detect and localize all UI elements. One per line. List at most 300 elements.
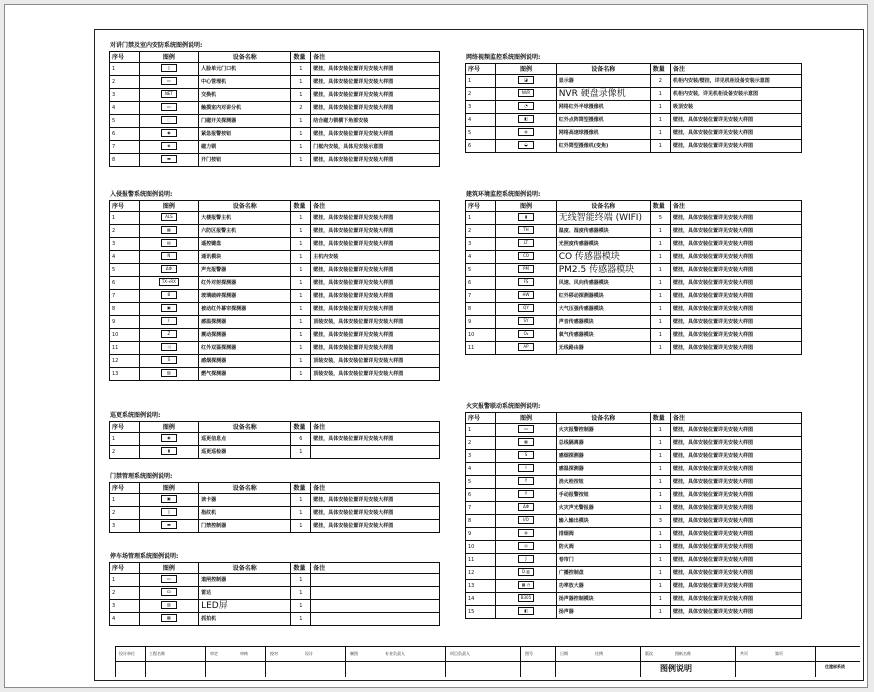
table-row: [110, 494, 440, 507]
table-row: [466, 264, 802, 277]
row-number: 5: [110, 264, 140, 277]
device-name: 扬声器控制模块: [556, 593, 650, 606]
device-name: 巡更巡检器: [199, 446, 291, 459]
legend-symbol-icon: ▯: [161, 64, 177, 72]
table-row: [110, 303, 440, 316]
device-quantity: 1: [291, 128, 311, 141]
device-name: NVR 硬盘录像机: [556, 88, 650, 101]
column-header: 图例: [139, 201, 198, 212]
table-row: [466, 342, 802, 355]
tb-label-review: 审核: [240, 651, 248, 656]
device-name: 中心管理机: [199, 76, 291, 89]
row-number: 3: [110, 238, 140, 251]
table-row: [466, 114, 802, 127]
legend-symbol-icon: N: [161, 252, 177, 260]
device-name: 大气压强传感器模块: [556, 303, 650, 316]
legend-symbol-cell: [139, 520, 198, 533]
table-row: [110, 433, 440, 446]
legend-symbol-icon: TX→RX: [159, 278, 179, 286]
table-row: [110, 63, 440, 76]
legend-symbol-cell: [139, 433, 198, 446]
row-number: 10: [110, 329, 140, 342]
device-name: 玻璃破碎探测器: [199, 290, 291, 303]
tb-label-drawing-name: 图纸名称: [675, 651, 691, 656]
device-note: 壁挂，具体安装位置详见安装大样图: [311, 102, 440, 115]
device-quantity: 1: [650, 437, 670, 450]
row-number: 8: [466, 303, 496, 316]
table-row: [466, 515, 802, 528]
legend-symbol-icon: ◉: [161, 129, 177, 137]
device-name: 感烟探测器: [556, 450, 650, 463]
legend-symbol-icon: I/O: [518, 516, 534, 524]
legend-symbol-cell: [139, 574, 198, 587]
device-quantity: 1: [291, 446, 311, 459]
tb-label-project-name: 工程名称: [149, 651, 165, 656]
legend-symbol-icon: CO: [518, 252, 534, 260]
table-row: [110, 89, 440, 102]
column-header: 备注: [311, 483, 440, 494]
legend-symbol-cell: [496, 238, 556, 251]
table-row: [466, 528, 802, 541]
device-quantity: 1: [650, 489, 670, 502]
device-note: 壁挂，具体安装位置详见安装大样图: [311, 238, 440, 251]
device-quantity: 1: [650, 127, 670, 140]
device-note: 壁挂，具体安装位置详见安装大样图: [311, 225, 440, 238]
legend-symbol-cell: [496, 437, 556, 450]
column-header: 序号: [110, 201, 140, 212]
device-name: 六防区报警主机: [199, 225, 291, 238]
device-quantity: 1: [291, 212, 311, 225]
device-quantity: 1: [291, 355, 311, 368]
row-number: 1: [466, 75, 496, 88]
device-note: 壁挂，具体安装位置详见安装大样图: [670, 316, 801, 329]
column-header: 图例: [496, 64, 556, 75]
table-header-row: [110, 563, 440, 574]
legend-symbol-cell: [496, 212, 556, 225]
legend-symbol-cell: [496, 606, 556, 619]
row-number: 10: [466, 329, 496, 342]
table-row: [110, 446, 440, 459]
row-number: 2: [110, 76, 140, 89]
device-name: LED屏: [199, 600, 291, 613]
row-number: 5: [110, 115, 140, 128]
legend-symbol-icon: ΔΦ: [161, 265, 177, 273]
device-note: 壁挂，具体安装位置详见安装大样图: [670, 303, 801, 316]
device-name: 火灾声光警报器: [556, 502, 650, 515]
legend-symbol-cell: [139, 494, 198, 507]
device-quantity: 1: [291, 277, 311, 290]
legend-symbol-icon: D ▥: [518, 568, 534, 576]
device-note: 壁挂，具体安装位置详见安装大样图: [670, 264, 801, 277]
column-header: 数量: [291, 201, 311, 212]
row-number: 15: [466, 606, 496, 619]
device-note: 壁挂，具体安装位置详见安装大样图: [311, 264, 440, 277]
device-name: 读卡器: [199, 494, 291, 507]
legend-symbol-icon: I: [161, 317, 177, 325]
device-note: 顶装安装，具体安装位置详见安装大样图: [311, 368, 440, 381]
column-header: 序号: [110, 483, 140, 494]
legend-symbol-cell: [496, 515, 556, 528]
device-name: 交换机: [199, 89, 291, 102]
device-name: CO 传感器模块: [556, 251, 650, 264]
table-row: [110, 316, 440, 329]
row-number: 3: [110, 600, 140, 613]
table-row: [466, 450, 802, 463]
legend-symbol-cell: [496, 502, 556, 515]
table-row: [110, 212, 440, 225]
legend-symbol-icon: ◉: [161, 434, 177, 442]
device-note: 顶装安装，具体安装位置详见安装大样图: [311, 355, 440, 368]
column-header: 图例: [496, 201, 556, 212]
legend-symbol-icon: S: [518, 451, 534, 459]
row-number: 2: [110, 587, 140, 600]
row-number: 1: [110, 63, 140, 76]
device-note: 门框内安装，具体见安装示意图: [311, 141, 440, 154]
table-row: [466, 580, 802, 593]
device-quantity: 1: [650, 424, 670, 437]
device-quantity: 1: [650, 225, 670, 238]
device-quantity: 1: [291, 303, 311, 316]
table-row: [466, 437, 802, 450]
legend-table: [109, 562, 440, 626]
device-quantity: 1: [291, 290, 311, 303]
legend-symbol-cell: [139, 316, 198, 329]
legend-symbol-cell: [496, 140, 556, 153]
legend-symbol-cell: [496, 329, 556, 342]
row-number: 7: [466, 290, 496, 303]
table-row: [466, 277, 802, 290]
device-name: 网络红外半球摄像机: [556, 101, 650, 114]
device-quantity: 1: [291, 154, 311, 167]
legend-symbol-cell: [139, 303, 198, 316]
device-note: [311, 574, 440, 587]
legend-symbol-cell: [496, 290, 556, 303]
device-quantity: 1: [650, 264, 670, 277]
device-note: 壁挂，具体安装位置详见安装大样图: [311, 128, 440, 141]
tb-label-approve: 审定: [210, 651, 218, 656]
legend-symbol-cell: [496, 114, 556, 127]
column-header: 图例: [139, 563, 198, 574]
device-name: 红外对射探测器: [199, 277, 291, 290]
column-header: 设备名称: [199, 483, 291, 494]
legend-symbol-icon: AP: [518, 343, 534, 351]
legend-symbol-icon: ▭: [518, 425, 534, 433]
legend-symbol-icon: ALS: [161, 213, 177, 221]
device-note: [311, 446, 440, 459]
tb-label-check: 校对: [270, 651, 278, 656]
table-row: [110, 225, 440, 238]
legend-symbol-icon: NVR: [518, 89, 534, 97]
row-number: 11: [466, 342, 496, 355]
legend-symbol-cell: [139, 89, 198, 102]
legend-symbol-cell: [496, 541, 556, 554]
device-note: 壁挂，具体安装位置详见安装大样图: [670, 450, 801, 463]
device-note: 壁挂，具体安装位置详见安装大样图: [670, 463, 801, 476]
column-header: 备注: [311, 201, 440, 212]
table-row: [110, 600, 440, 613]
device-name: 卷帘门: [556, 554, 650, 567]
device-note: 壁挂，具体安装位置详见安装大样图: [670, 238, 801, 251]
device-quantity: 1: [291, 225, 311, 238]
device-note: 壁挂，具体安装位置详见安装大样图: [670, 580, 801, 593]
legend-symbol-cell: [496, 424, 556, 437]
row-number: 1: [110, 494, 140, 507]
legend-table: [465, 200, 802, 355]
legend-symbol-cell: [139, 63, 198, 76]
device-quantity: 1: [291, 368, 311, 381]
device-note: 壁挂，具体安装位置详见安装大样图: [670, 515, 801, 528]
column-header: 序号: [110, 422, 140, 433]
device-note: 壁挂，具体安装位置详见安装大样图: [670, 502, 801, 515]
row-number: 9: [466, 528, 496, 541]
device-quantity: 1: [291, 89, 311, 102]
table-header-row: [110, 483, 440, 494]
row-number: 6: [110, 128, 140, 141]
row-number: 4: [110, 102, 140, 115]
table-row: [110, 355, 440, 368]
table-row: [466, 303, 802, 316]
row-number: 7: [466, 502, 496, 515]
device-note: 壁挂，具体安装位置详见安装大样图: [311, 433, 440, 446]
legend-symbol-cell: [496, 528, 556, 541]
tb-label-discipline-lead: 专业负责人: [385, 651, 405, 656]
table-row: [110, 251, 440, 264]
device-note: 吸顶安装: [670, 101, 801, 114]
column-header: 图例: [496, 413, 556, 424]
legend-symbol-cell: [139, 613, 198, 626]
device-quantity: 1: [291, 264, 311, 277]
table-row: [466, 567, 802, 580]
column-header: 备注: [670, 64, 801, 75]
legend-symbol-icon: ☊: [161, 588, 177, 596]
legend-symbol-icon: ▩ ◷: [518, 581, 534, 589]
row-number: 1: [466, 212, 496, 225]
legend-symbol-icon: SY: [518, 317, 534, 325]
tb-label-total-pages: 共页: [740, 651, 748, 656]
table-header-row: [466, 201, 802, 212]
row-number: 1: [110, 574, 140, 587]
device-name: 无线路由器: [556, 342, 650, 355]
device-name: 震动探测器: [199, 329, 291, 342]
table-row: [466, 476, 802, 489]
table-row: [466, 329, 802, 342]
legend-intrusion: [109, 189, 440, 381]
legend-symbol-icon: S: [161, 356, 177, 364]
device-note: 壁挂，具体安装位置详见安装大样图: [311, 494, 440, 507]
column-header: 数量: [291, 483, 311, 494]
legend-symbol-cell: [496, 225, 556, 238]
device-name: 红外点阵筒型摄像机: [556, 114, 650, 127]
legend-table: [109, 482, 440, 533]
device-name: 总线隔离器: [556, 437, 650, 450]
device-name: 感温探测器: [199, 316, 291, 329]
legend-symbol-cell: [496, 277, 556, 290]
legend-symbol-icon: ▬: [161, 521, 177, 529]
tb-label-page-no: 第页: [775, 651, 783, 656]
row-number: 2: [466, 88, 496, 101]
device-name: 无线智能终端 (WIFI): [556, 212, 650, 225]
device-note: 壁挂，具体安装位置详见安装大样图: [311, 342, 440, 355]
row-number: 1: [466, 424, 496, 437]
device-name: 遥控键盘: [199, 238, 291, 251]
device-quantity: 1: [650, 88, 670, 101]
row-number: 13: [110, 368, 140, 381]
legend-symbol-cell: [139, 251, 198, 264]
legend-symbol-icon: B: [161, 291, 177, 299]
device-note: 机柜内安装/壁挂，详见机柜设备安装示意图: [670, 75, 801, 88]
legend-symbol-cell: [496, 463, 556, 476]
column-header: 备注: [311, 422, 440, 433]
device-quantity: 1: [291, 251, 311, 264]
device-note: 壁挂，具体安装位置详见安装大样图: [311, 520, 440, 533]
device-note: 壁挂，具体安装位置详见安装大样图: [670, 342, 801, 355]
legend-symbol-icon: NET: [161, 90, 177, 98]
device-note: 壁挂，具体安装位置详见安装大样图: [311, 76, 440, 89]
table-row: [466, 127, 802, 140]
legend-symbol-cell: [139, 154, 198, 167]
legend-symbol-icon: ▮: [518, 213, 534, 221]
legend-symbol-cell: [139, 342, 198, 355]
legend-fire: [465, 401, 802, 619]
tb-label-project-lead: 项目负责人: [450, 651, 470, 656]
row-number: 5: [466, 127, 496, 140]
row-number: 3: [110, 89, 140, 102]
row-number: 11: [110, 342, 140, 355]
row-number: 2: [110, 446, 140, 459]
row-number: 8: [466, 515, 496, 528]
device-quantity: 1: [650, 463, 670, 476]
device-name: 感温探测器: [556, 463, 650, 476]
device-name: 道闸控制器: [199, 574, 291, 587]
legend-symbol-icon: PM: [518, 265, 534, 273]
legend-table: [465, 63, 802, 153]
legend-parking: [109, 551, 440, 626]
device-note: [311, 587, 440, 600]
device-note: 壁挂，具体安装位置详见安装大样图: [670, 329, 801, 342]
legend-symbol-cell: [496, 450, 556, 463]
device-quantity: 1: [650, 238, 670, 251]
device-quantity: 2: [650, 75, 670, 88]
device-note: 壁挂，具体安装位置详见安装大样图: [670, 225, 801, 238]
table-row: [466, 290, 802, 303]
legend-table: [109, 421, 440, 459]
legend-symbol-cell: [139, 212, 198, 225]
table-row: [466, 463, 802, 476]
table-row: [466, 225, 802, 238]
device-note: 壁挂，具体安装位置详见安装大样图: [311, 290, 440, 303]
tb-drawing-title: 图例说明: [660, 664, 692, 673]
row-number: 6: [466, 277, 496, 290]
legend-symbol-cell: [496, 554, 556, 567]
legend-symbol-icon: TH: [518, 226, 534, 234]
column-header: 数量: [291, 52, 311, 63]
device-quantity: 1: [650, 303, 670, 316]
row-number: 6: [466, 489, 496, 502]
legend-symbol-icon: J: [518, 555, 534, 563]
legend-symbol-icon: ◎: [518, 542, 534, 550]
device-quantity: 1: [650, 606, 670, 619]
device-quantity: 1: [650, 251, 670, 264]
legend-intercom: [109, 40, 440, 167]
device-quantity: 1: [650, 476, 670, 489]
table-row: [466, 554, 802, 567]
device-note: 壁挂，具体安装位置详见安装大样图: [670, 277, 801, 290]
device-note: 壁挂，具体安装位置详见安装大样图: [670, 251, 801, 264]
device-name: 开门按钮: [199, 154, 291, 167]
column-header: 设备名称: [199, 52, 291, 63]
device-quantity: 1: [291, 587, 311, 600]
row-number: 5: [466, 264, 496, 277]
legend-symbol-icon: ▤: [161, 239, 177, 247]
device-note: 壁挂，具体安装位置详见安装大样图: [670, 424, 801, 437]
column-header: 备注: [311, 52, 440, 63]
device-quantity: 1: [291, 238, 311, 251]
row-number: 1: [110, 212, 140, 225]
device-name: 雷达: [199, 587, 291, 600]
column-header: 备注: [670, 413, 801, 424]
table-row: [110, 574, 440, 587]
row-number: 11: [466, 554, 496, 567]
table-row: [466, 140, 802, 153]
device-quantity: 1: [291, 141, 311, 154]
device-quantity: 1: [650, 450, 670, 463]
column-header: 序号: [466, 413, 496, 424]
legend-symbol-icon: ▭: [161, 103, 177, 111]
legend-symbol-icon: ▣: [161, 304, 177, 312]
legend-symbol-icon: ▮: [161, 447, 177, 455]
legend-symbol-icon: ◒: [518, 141, 534, 149]
column-header: 备注: [670, 201, 801, 212]
device-quantity: 1: [650, 114, 670, 127]
table-row: [110, 329, 440, 342]
device-name: 功率放大器: [556, 580, 650, 593]
device-name: 门禁控制器: [199, 520, 291, 533]
column-header: 设备名称: [199, 201, 291, 212]
device-quantity: 2: [291, 102, 311, 115]
legend-symbol-icon: ▣: [161, 495, 177, 503]
table-row: [110, 238, 440, 251]
device-name: 网络高速球摄像机: [556, 127, 650, 140]
legend-symbol-cell: [139, 290, 198, 303]
column-header: 图例: [139, 422, 198, 433]
legend-symbol-cell: [496, 264, 556, 277]
row-number: 3: [466, 450, 496, 463]
row-number: 3: [110, 520, 140, 533]
table-row: [466, 251, 802, 264]
table-header-row: [466, 413, 802, 424]
table-row: [110, 102, 440, 115]
legend-symbol-cell: [139, 355, 198, 368]
legend-symbol-cell: [139, 141, 198, 154]
legend-title: 入侵报警系统图例说明:: [110, 191, 173, 198]
device-name: 温度、湿度传感器模块: [556, 225, 650, 238]
device-name: 显示器: [556, 75, 650, 88]
row-number: 7: [110, 290, 140, 303]
drawing-sheet: [4, 4, 868, 688]
device-name: 人脸单元门口机: [199, 63, 291, 76]
device-quantity: 1: [650, 593, 670, 606]
row-number: 13: [466, 580, 496, 593]
device-quantity: 1: [650, 140, 670, 153]
device-name: PM2.5 传感器模块: [556, 264, 650, 277]
device-quantity: 1: [291, 494, 311, 507]
row-number: 12: [466, 567, 496, 580]
table-header-row: [110, 422, 440, 433]
row-number: 3: [466, 238, 496, 251]
device-quantity: 1: [291, 329, 311, 342]
device-name: 通讯模块: [199, 251, 291, 264]
row-number: 4: [466, 463, 496, 476]
